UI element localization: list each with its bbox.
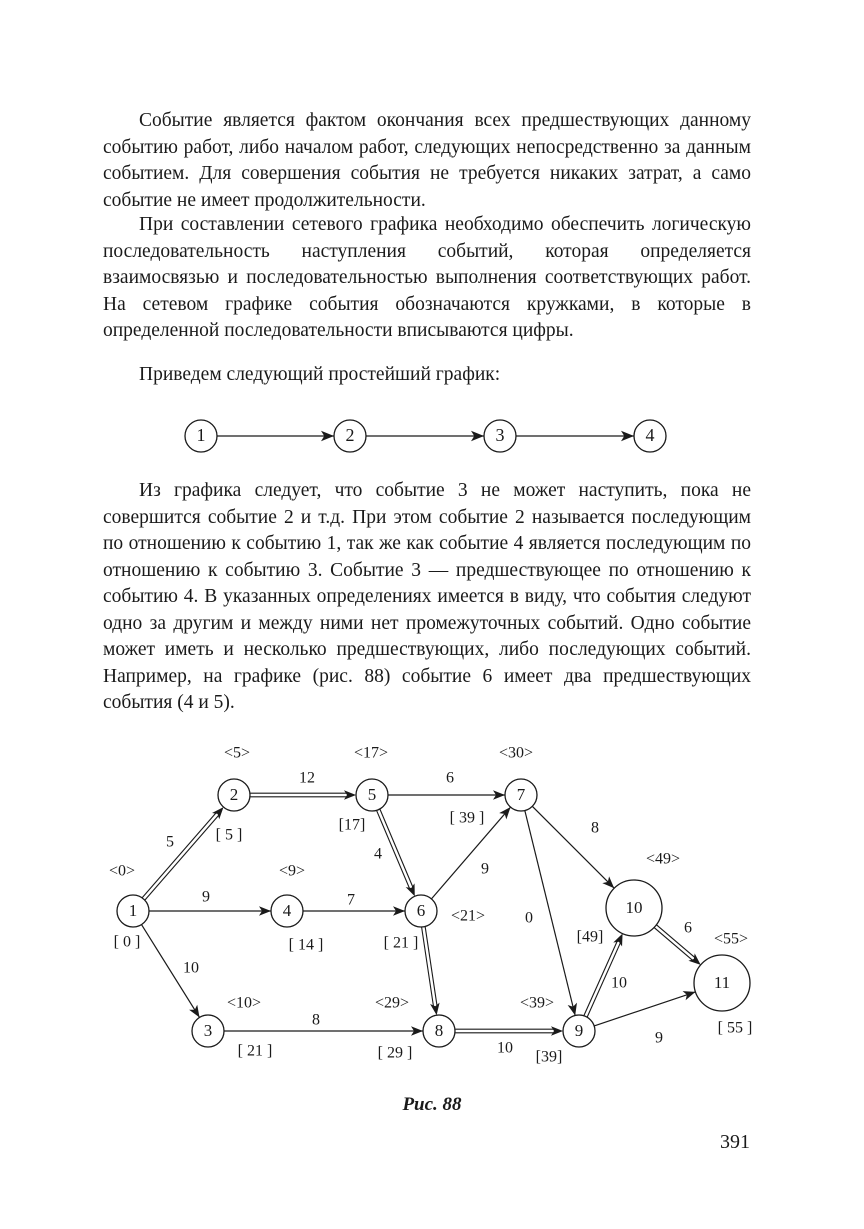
- event-number-10: 10: [625, 897, 643, 917]
- event-late-time-8: [ 29 ]: [377, 1044, 413, 1062]
- event-early-time-10: <49>: [645, 850, 681, 868]
- edge-9-11: [594, 992, 695, 1026]
- edge-duration-4-6: 7: [347, 891, 355, 909]
- critical-edge-arrowhead-1-2: [218, 807, 223, 813]
- critical-edge-line-a-6-8: [422, 927, 434, 1008]
- event-early-time-3: <10>: [226, 994, 262, 1012]
- event-late-time-3: [ 21 ]: [237, 1042, 273, 1060]
- paragraph-text: Событие является фактом окончания всех предшествующих данному событию работ, либо началом работ, следующих непосредственно за данным событием. Для совершения события не требуется никаких затрат, а само событие не имеет продолжительности.: [103, 110, 751, 211]
- event-number-1: 1: [128, 900, 138, 920]
- edge-duration-5-6: 4: [374, 845, 382, 863]
- critical-edge-arrowhead-9-10: [619, 934, 622, 941]
- paragraph-text: Приведем следующий простейший график:: [139, 364, 501, 385]
- event-number-4: 4: [282, 900, 292, 920]
- event-early-time-8: <29>: [374, 994, 410, 1012]
- edge-duration-9-11: 9: [655, 1029, 663, 1047]
- critical-edge-arrowhead-10-11: [695, 960, 701, 965]
- event-number-3: 3: [203, 1020, 213, 1040]
- event-early-time-2: <5>: [223, 744, 251, 762]
- edge-duration-1-4: 9: [202, 888, 210, 906]
- edge-duration-1-2: 5: [166, 833, 174, 851]
- page-number: 391: [720, 1131, 750, 1153]
- edge-duration-9-10: 10: [611, 974, 627, 992]
- chain-event-number-3: 3: [495, 425, 505, 446]
- event-early-time-1: <0>: [108, 862, 136, 880]
- critical-edge-line-b-5-6: [380, 809, 414, 889]
- event-number-11: 11: [713, 972, 731, 992]
- event-late-time-11: [ 55 ]: [717, 1019, 753, 1037]
- edge-duration-10-11: 6: [684, 919, 692, 937]
- event-number-6: 6: [416, 900, 426, 920]
- critical-edge-arrowhead-6-8: [435, 1007, 436, 1015]
- paragraph-text: Из графика следует, что событие 3 не может наступить, пока не совершится событие 2 и т.д. При этом событие 2 называется последующим по отношению к событию 1, так же как событие 4 является последующим по отношению к событию 3. Событие 3 — предшествующее по отношению к событию 4. В указанных определениях имеется в виду, что события следуют одно за другим и между ними нет промежуточных событий. Одно событие может иметь и несколько предшествующих, либо последующих событий. Например, на графике (рис. 88) событие 6 имеет два предшествующих события (4 и 5).: [103, 480, 751, 713]
- critical-edge-arrowhead-5-6: [412, 889, 415, 896]
- event-number-9: 9: [574, 1020, 584, 1040]
- edge-7-10: [532, 806, 614, 888]
- event-late-time-9: [39]: [535, 1048, 563, 1066]
- event-early-time-5: <17>: [353, 744, 389, 762]
- event-number-8: 8: [434, 1020, 444, 1040]
- figure-caption: Рис. 88: [402, 1094, 462, 1115]
- critical-edge-line-b-6-8: [425, 927, 437, 1008]
- event-number-7: 7: [516, 784, 526, 804]
- event-late-time-10: [49]: [576, 928, 604, 946]
- event-late-time-6: [ 21 ]: [383, 934, 419, 952]
- edge-duration-7-10: 8: [591, 819, 599, 837]
- event-early-time-6: <21>: [450, 907, 486, 925]
- event-number-5: 5: [367, 784, 377, 804]
- event-late-time-7: [ 39 ]: [449, 809, 485, 827]
- edge-duration-3-8: 8: [312, 1011, 320, 1029]
- event-early-time-7: <30>: [498, 744, 534, 762]
- chain-event-number-4: 4: [645, 425, 655, 446]
- edge-duration-1-3: 10: [183, 959, 199, 977]
- critical-edge-line-a-1-2: [145, 814, 220, 901]
- chain-event-number-1: 1: [196, 425, 206, 446]
- edge-duration-2-5: 12: [299, 769, 315, 787]
- critical-edge-line-b-1-2: [142, 811, 217, 898]
- event-late-time-5: [17]: [338, 816, 366, 834]
- event-late-time-1: [ 0 ]: [113, 933, 141, 951]
- event-late-time-2: [ 5 ]: [215, 826, 243, 844]
- edge-duration-5-7: 6: [446, 769, 454, 787]
- chain-event-number-2: 2: [345, 425, 355, 446]
- edge-duration-7-9: 0: [525, 909, 533, 927]
- event-number-2: 2: [229, 784, 239, 804]
- paragraph-text: При составлении сетевого графика необходимо обеспечить логическую последовательность наступления событий, которая определяется взаимосвязью и последовательностью выполнения соответствующих работ. На сетевом графике события обозначаются кружками, в которые в определенной последовательности вписываются цифры.: [103, 214, 751, 341]
- event-early-time-9: <39>: [519, 994, 555, 1012]
- event-late-time-4: [ 14 ]: [288, 936, 324, 954]
- edge-duration-6-7: 9: [481, 860, 489, 878]
- event-early-time-4: <9>: [278, 862, 306, 880]
- event-early-time-11: <55>: [713, 930, 749, 948]
- edge-duration-8-9: 10: [497, 1039, 513, 1057]
